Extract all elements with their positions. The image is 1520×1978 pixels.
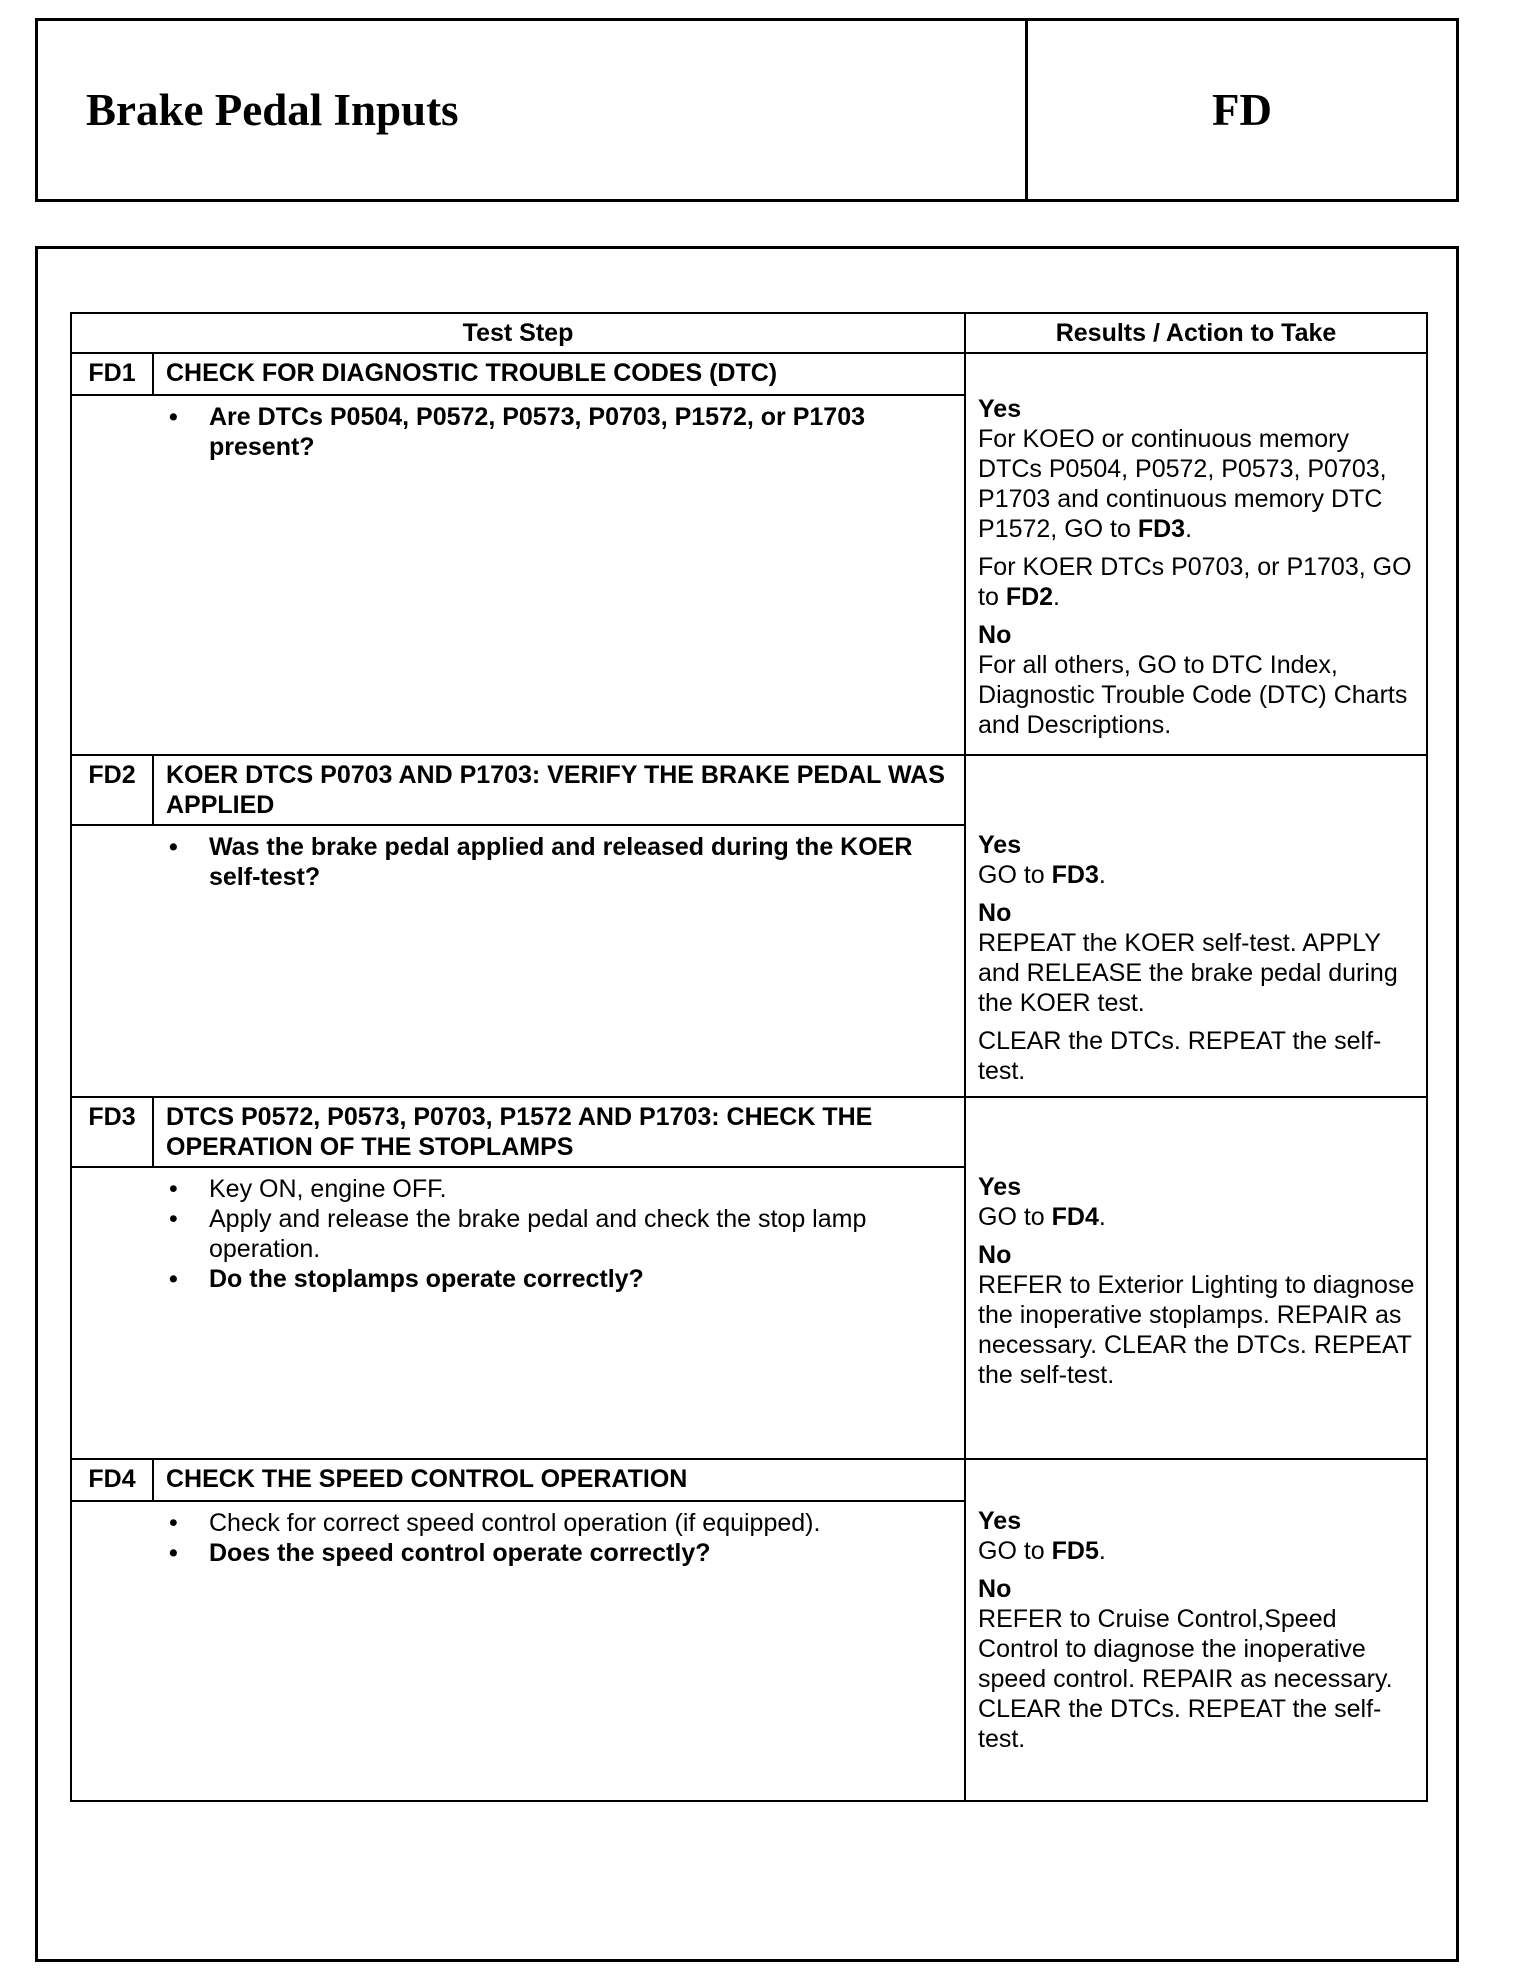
step-title-row — [71, 755, 1427, 825]
step-body — [153, 1167, 965, 1459]
yes-label: Yes — [978, 395, 1022, 423]
no-label: No — [978, 1575, 1012, 1603]
step-title-row — [71, 353, 1427, 395]
step-id: FD1 — [71, 353, 153, 395]
no-label: No — [978, 899, 1012, 927]
content-panel — [35, 246, 1459, 1962]
no-action: CLEAR the DTCs. REPEAT the self-test. — [978, 1027, 1382, 1085]
step-results — [965, 1459, 1427, 1801]
step-id-spacer — [71, 1167, 153, 1459]
page-header — [35, 18, 1459, 202]
step-results — [965, 755, 1427, 1097]
header-title-cell — [38, 21, 1028, 199]
no-label: No — [978, 1241, 1012, 1269]
section-code: FD — [1212, 85, 1272, 135]
step-body — [153, 1501, 965, 1801]
goto-step-ref: FD3 — [1137, 515, 1186, 543]
yes-label: Yes — [978, 1507, 1022, 1535]
no-label: No — [978, 621, 1012, 649]
yes-label: Yes — [978, 1173, 1022, 1201]
step-title-row — [71, 1459, 1427, 1501]
step-title: CHECK THE SPEED CONTROL OPERATION — [153, 1459, 965, 1501]
step-id: FD3 — [71, 1097, 153, 1167]
yes-action: For KOEO or continuous memory DTCs P0504, P0572, P0573, P0703, P1703 and continuous memory DTC P1572, GO to FD3. — [978, 425, 1387, 543]
step-results — [965, 353, 1427, 755]
col-header-results: Results / Action to Take — [965, 313, 1427, 353]
step-results — [965, 1097, 1427, 1459]
page-title: Brake Pedal Inputs — [86, 85, 459, 135]
col-header-test-step: Test Step — [71, 313, 965, 353]
step-title: DTCS P0572, P0573, P0703, P1572 AND P1703: CHECK THE OPERATION OF THE STOPLAMPS — [153, 1097, 965, 1167]
step-id-spacer — [71, 395, 153, 755]
step-id: FD2 — [71, 755, 153, 825]
step-question: • Do the stoplamps operate correctly? — [209, 1264, 952, 1294]
yes-action: For KOER DTCs P0703, or P1703, GO to FD2. — [978, 553, 1412, 611]
goto-step-ref: FD2 — [1005, 583, 1054, 611]
yes-action: GO to FD3. — [978, 861, 1106, 889]
step-question: • Are DTCs P0504, P0572, P0573, P0703, P1572, or P1703 present? — [209, 402, 952, 462]
no-action: For all others, GO to DTC Index, Diagnostic Trouble Code (DTC) Charts and Descriptions. — [978, 651, 1408, 739]
goto-step-ref: FD3 — [1051, 861, 1099, 889]
step-title-row — [71, 1097, 1427, 1167]
goto-step-ref: FD4 — [1051, 1203, 1099, 1231]
no-action: REFER to Cruise Control,Speed Control to diagnose the inoperative speed control. REPAIR as necessary. CLEAR the DTCs. REPEAT the self-test. — [978, 1605, 1393, 1753]
step-body — [153, 395, 965, 755]
table-header-row — [71, 313, 1427, 353]
step-title: CHECK FOR DIAGNOSTIC TROUBLE CODES (DTC) — [153, 353, 965, 395]
step-question: • Was the brake pedal applied and released during the KOER self-test? — [209, 832, 952, 892]
yes-action: GO to FD5. — [978, 1537, 1106, 1565]
step-id-spacer — [71, 825, 153, 1097]
step-body — [153, 825, 965, 1097]
header-code-cell — [1028, 21, 1456, 199]
step-id: FD4 — [71, 1459, 153, 1501]
no-action: REFER to Exterior Lighting to diagnose the inoperative stoplamps. REPAIR as necessary. CLEAR the DTCs. REPEAT the self-test. — [978, 1271, 1415, 1389]
step-instruction: • Check for correct speed control operation (if equipped). — [209, 1508, 952, 1538]
test-step-table — [70, 312, 1428, 1802]
no-action: REPEAT the KOER self-test. APPLY and RELEASE the brake pedal during the KOER test. — [978, 929, 1398, 1017]
yes-action: GO to FD4. — [978, 1203, 1106, 1231]
step-instruction: • Apply and release the brake pedal and check the stop lamp operation. — [209, 1204, 952, 1264]
step-question: • Does the speed control operate correctly? — [209, 1538, 952, 1568]
yes-label: Yes — [978, 831, 1022, 859]
step-id-spacer — [71, 1501, 153, 1801]
goto-step-ref: FD5 — [1051, 1537, 1099, 1565]
step-title: KOER DTCS P0703 AND P1703: VERIFY THE BRAKE PEDAL WAS APPLIED — [153, 755, 965, 825]
step-instruction: • Key ON, engine OFF. — [209, 1174, 952, 1204]
